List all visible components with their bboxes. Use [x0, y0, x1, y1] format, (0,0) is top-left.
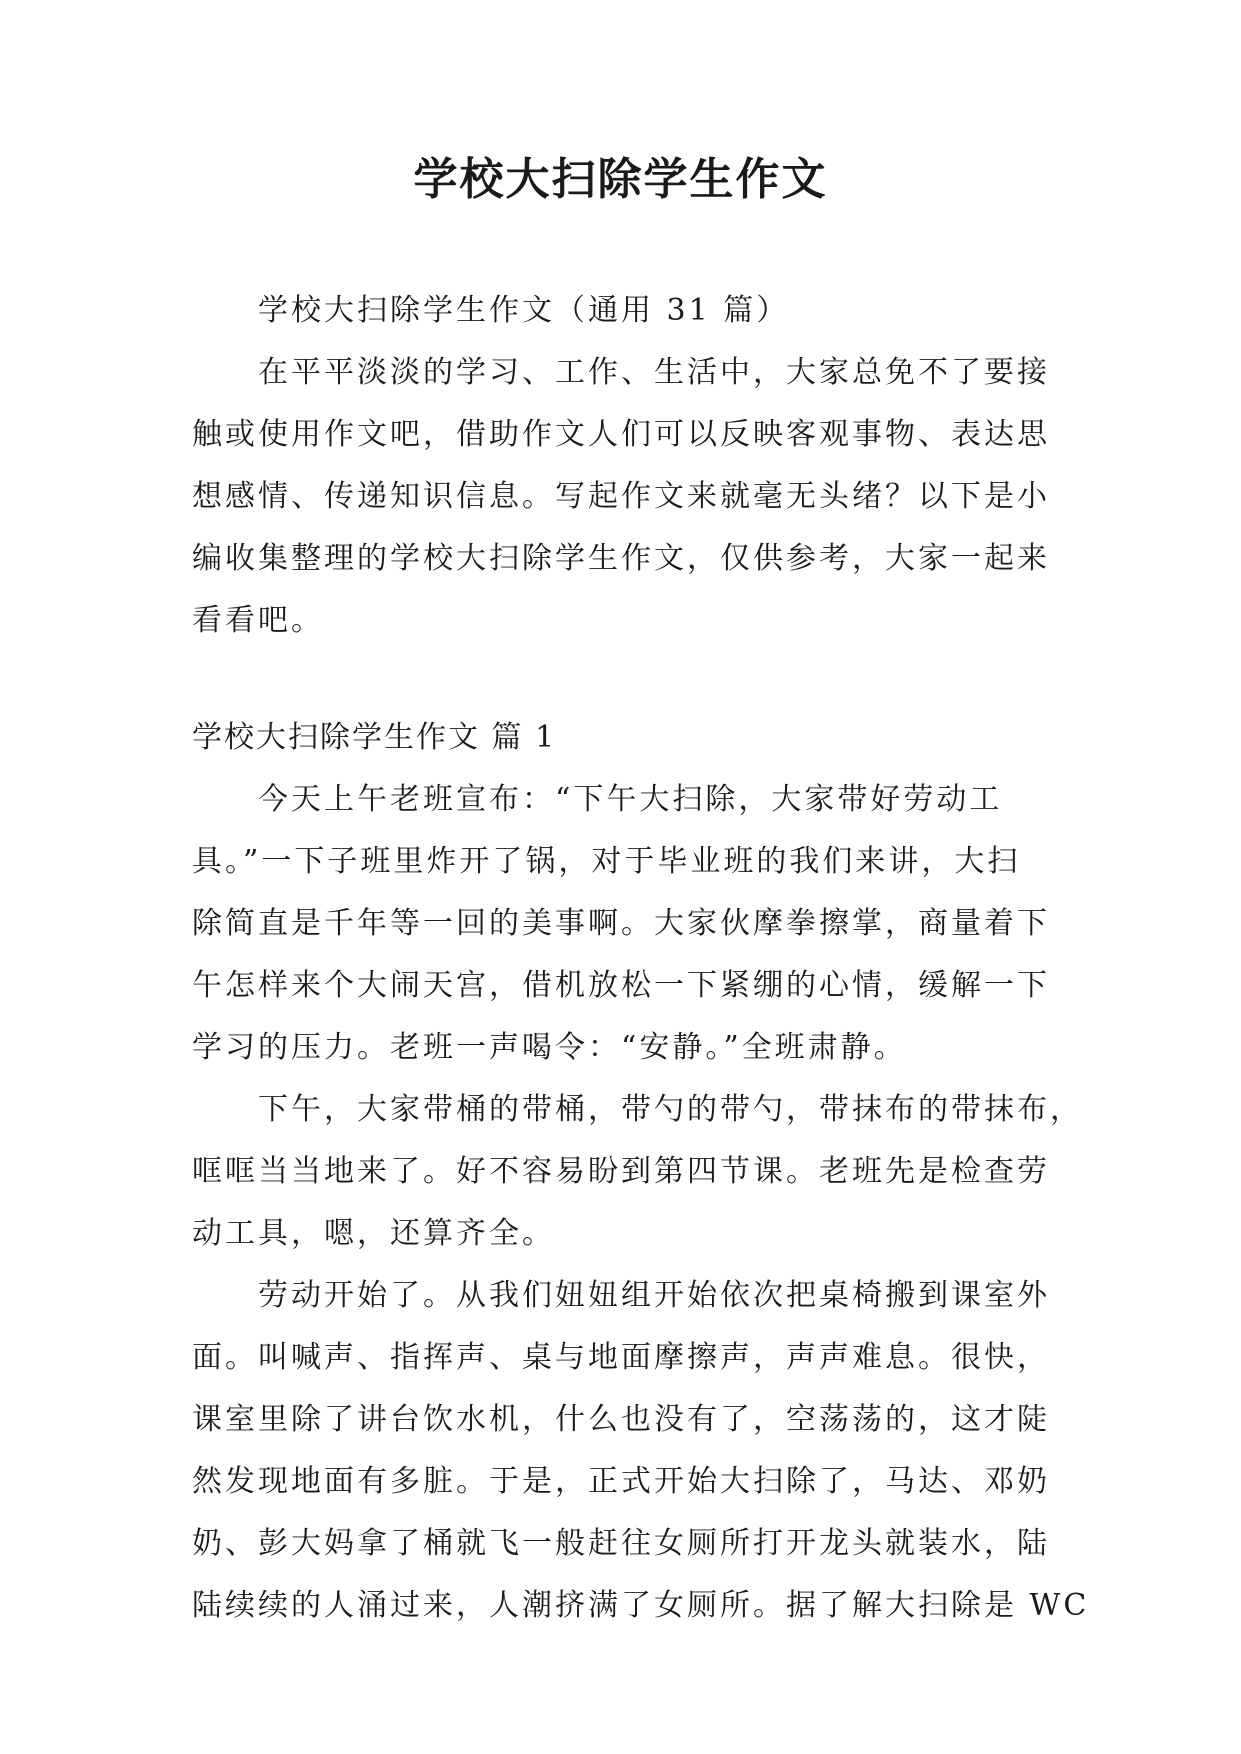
paragraph-line: 具。”一下子班里炸开了锅，对于毕业班的我们来讲，大扫	[192, 844, 1021, 879]
intro-line: 在平平淡淡的学习、工作、生活中，大家总免不了要接	[258, 355, 1050, 390]
document-subtitle: 学校大扫除学生作文（通用 31 篇）	[258, 293, 790, 328]
paragraph-line: 今天上午老班宣布：“下午大扫除，大家带好劳动工	[258, 782, 1003, 817]
paragraph-line: 午怎样来个大闹天宫，借机放松一下紧绷的心情，缓解一下	[192, 968, 1050, 1003]
section-spacer	[192, 652, 1057, 707]
paragraph-line: 陆续续的人涌过来，人潮挤满了女厕所。据了解大扫除是 WC	[192, 1588, 1090, 1623]
section-heading: 学校大扫除学生作文 篇 1	[192, 720, 557, 755]
paragraph-line: 哐哐当当地来了。好不容易盼到第四节课。老班先是检查劳	[192, 1154, 1050, 1189]
paragraph-line: 劳动开始了。从我们妞妞组开始依次把桌椅搬到课室外	[258, 1278, 1050, 1313]
intro-line: 编收集整理的学校大扫除学生作文，仅供参考，大家一起来	[192, 541, 1050, 576]
paragraph-line: 课室里除了讲台饮水机，什么也没有了，空荡荡的，这才陡	[192, 1402, 1050, 1437]
document-title: 学校大扫除学生作文	[413, 154, 828, 205]
paragraph-line: 动工具，嗯，还算齐全。	[192, 1216, 555, 1251]
paragraph-line: 然发现地面有多脏。于是，正式开始大扫除了，马达、邓奶	[192, 1464, 1050, 1499]
paragraph-line: 除简直是千年等一回的美事啊。大家伙摩拳擦掌，商量着下	[192, 906, 1050, 941]
document-body	[192, 280, 1090, 1637]
paragraph-line: 下午，大家带桶的带桶，带勺的带勺，带抹布的带抹布，	[258, 1092, 1083, 1127]
paragraph-line: 奶、彭大妈拿了桶就飞一般赶往女厕所打开龙头就装水，陆	[192, 1526, 1050, 1561]
paragraph-line: 面。叫喊声、指挥声、桌与地面摩擦声，声声难息。很快，	[192, 1340, 1050, 1375]
intro-line: 看看吧。	[192, 603, 324, 638]
intro-line: 触或使用作文吧，借助作文人们可以反映客观事物、表达思	[192, 417, 1050, 452]
intro-line: 想感情、传递知识信息。写起作文来就毫无头绪？以下是小	[192, 479, 1050, 514]
paragraph-line: 学习的压力。老班一声喝令：“安静。”全班肃静。	[192, 1030, 907, 1065]
